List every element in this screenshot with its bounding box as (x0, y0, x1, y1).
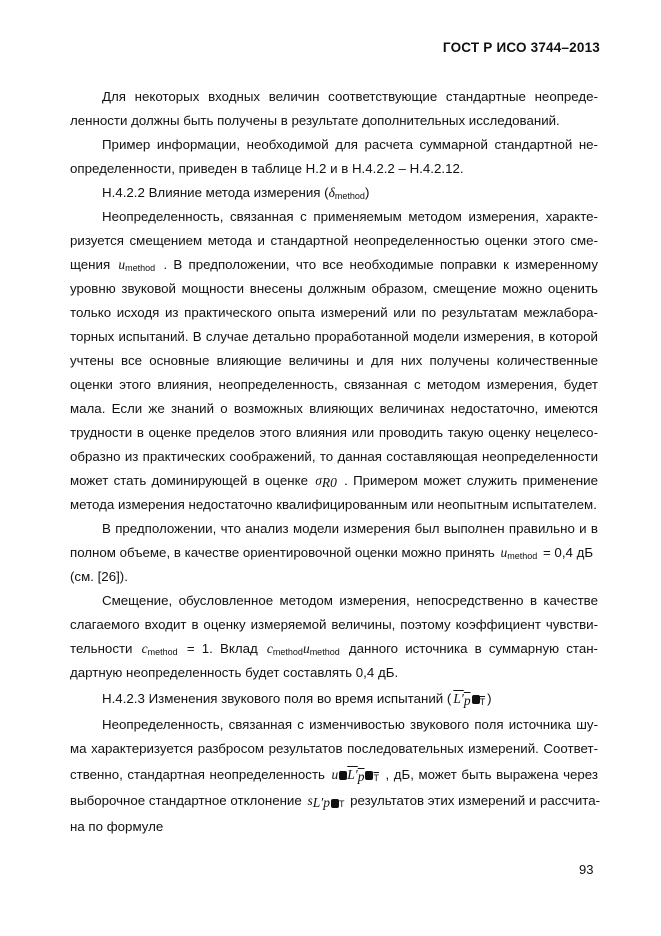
c-u-method-product: cmethodumethod (266, 641, 340, 657)
u-method-symbol: umethod (118, 257, 156, 273)
text-line-with-formula (70, 545, 598, 561)
u-method-symbol: umethod (500, 545, 538, 561)
text-line: ма характеризуется разбросом результатов последовательных измерений. Соответ- (70, 741, 598, 756)
text-line: (см. [26]). (70, 569, 128, 584)
text-line: В предположении, что анализ модели измерения был выполнен правильно и в (102, 521, 598, 536)
heading-paren: ) (487, 691, 492, 706)
text-line: дартную неопределенность будет составлять 0,4 дБ. (70, 665, 399, 680)
text-line: слагаемого входит в оценку измеряемой величины, поэтому коэффициент чувстви- (70, 617, 598, 632)
text-line-with-formula (70, 793, 601, 810)
text-fragment: , дБ, может быть выражена через (385, 767, 598, 782)
sigma-r0-symbol: σR0 (315, 473, 337, 490)
text-line: торных испытаний. В случае детально проработанной модели измерения, в которой (70, 329, 598, 344)
text-fragment: результатов этих измерений и рассчита- (350, 793, 601, 808)
print-blot (331, 799, 339, 808)
text-line: учтены все основные влияющие величины и для них получены количественные (70, 353, 598, 368)
text-line-with-formula (70, 473, 598, 489)
text-fragment: тельности (70, 641, 133, 656)
text-line: Для некоторых входных величин соответствующие стандартные неопреде- (102, 89, 598, 104)
text-line-with-formula (70, 641, 598, 657)
text-fragment: данного источника в суммарную стан- (348, 641, 598, 656)
section-heading-h422 (102, 185, 598, 201)
heading-text: Н.4.2.2 Влияние метода измерения ( (102, 185, 329, 200)
u-l-prime-pt-symbol: u L′p T (331, 767, 379, 784)
document-header: ГОСТ Р ИСО 3744–2013 (442, 40, 600, 55)
text-line: определенности, приведен в таблице Н.2 и в Н.4.2.2 – Н.4.2.12. (70, 161, 464, 176)
text-line: ризуется смещением метода и стандартной неопределенностью оценки этого сме- (70, 233, 598, 248)
s-l-prime-pt-symbol: sL′p T (307, 793, 345, 810)
text-fragment: выборочное стандартное отклонение (70, 793, 302, 808)
text-fragment: = 0,4 дБ (542, 545, 594, 560)
text-line: ленности должны быть получены в результате дополнительных исследований. (70, 113, 560, 128)
delta-symbol: δ (328, 185, 335, 200)
text-line: Неопределенность, связанная с применяемым методом измерения, характе- (102, 209, 598, 224)
heading-text: Н.4.2.3 Изменения звукового поля во время испытаний ( (102, 691, 452, 706)
text-line: Смещение, обусловленное методом измерения, непосредственно в качестве (102, 593, 598, 608)
page-number: 93 (579, 862, 594, 877)
text-line: образно из практических соображений, то данная составляющая неопределенности (70, 449, 598, 464)
l-prime-pt-symbol: L′p T (453, 691, 486, 708)
text-line: на по формуле (70, 819, 164, 834)
text-fragment: щения (70, 257, 111, 272)
text-line-with-formula (70, 767, 598, 783)
text-fragment: . Примером может служить применение (344, 473, 599, 488)
text-line: метода измерения недостаточно квалифицированным или неопытным испытателем. (70, 497, 597, 512)
text-fragment: полном объеме, в качестве ориентировочной оценки можно принять (70, 545, 495, 560)
text-line: трудности в оценке пределов этого влияния или проводить такую оценку нецелесо- (70, 425, 598, 440)
print-blot (472, 695, 480, 704)
text-line: мала. Если же знаний о возможных влияющих величинах недостаточно, имеются (70, 401, 598, 416)
section-heading-h423 (102, 691, 598, 707)
text-line: Неопределенность, связанная с изменчивостью звукового поля источника шу- (102, 717, 598, 732)
text-line: Пример информации, необходимой для расчета суммарной стандартной не- (102, 137, 598, 152)
text-line: только исходя из практического опыта измерений или по результатам межлабора- (70, 305, 598, 320)
text-line: уровню звуковой мощности внесены должным образом, смещение можно оценить (70, 281, 598, 296)
text-fragment: = 1. Вклад (186, 641, 258, 656)
text-fragment: может стать доминирующей в оценке (70, 473, 308, 488)
text-line: оценки этого влияния, неопределенность, связанная с методом измерения, будет (70, 377, 598, 392)
text-line-with-formula (70, 257, 598, 273)
text-fragment: . В предположении, что все необходимые поправки к измеренному (163, 257, 598, 272)
c-method-symbol: cmethod (141, 641, 178, 657)
text-fragment: ственно, стандартная неопределенность (70, 767, 325, 782)
method-subscript: method (334, 191, 365, 201)
heading-paren: ) (364, 185, 370, 200)
